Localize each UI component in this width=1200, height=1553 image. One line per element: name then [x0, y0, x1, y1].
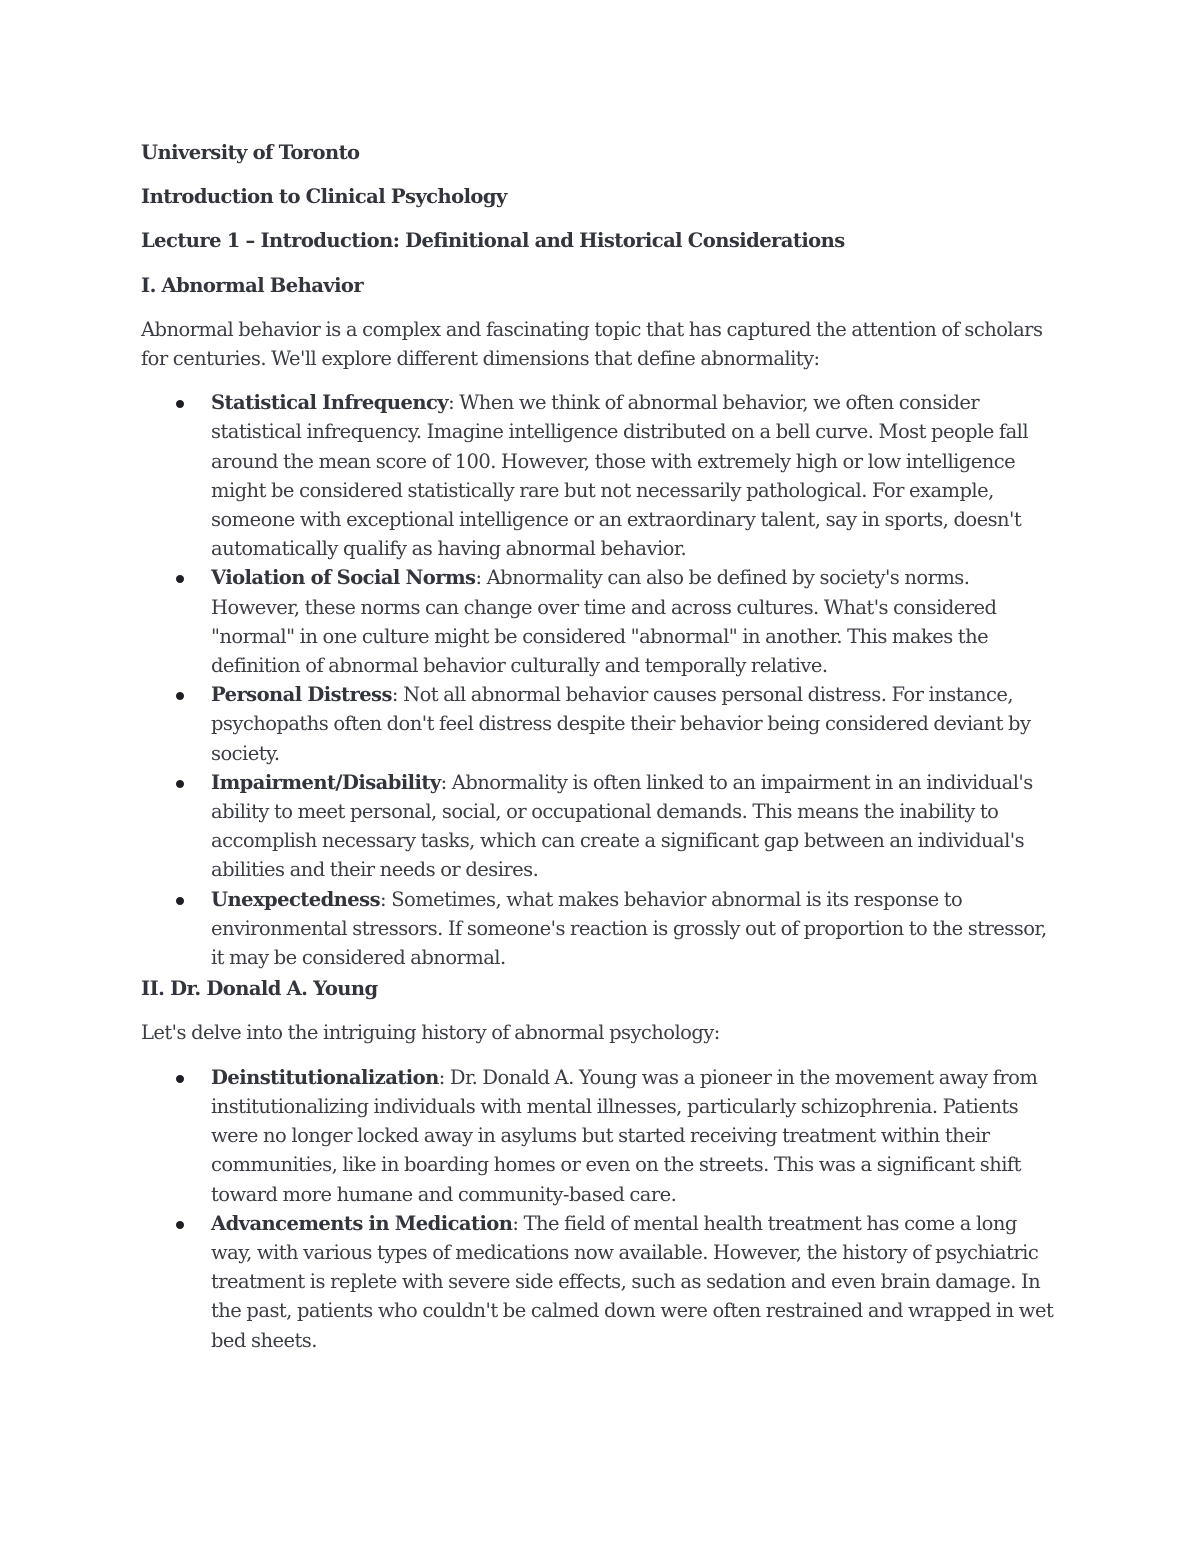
bullet-icon [176, 400, 184, 408]
list-item [141, 1063, 1061, 1209]
list-item-text: : When we think of abnormal behavior, we often consider statistical infrequency. Imagine intelligence distributed on a bell curve. Most people fall around the mean score of 100. However, those with extremely high or low intelligence might be considered statistically rare but not necessarily pathological. For example, someone with exceptional intelligence or an extraordinary talent, say in sports, doesn't automatically qualify as having abnormal behavior. [211, 391, 1029, 561]
bullet-icon [176, 692, 184, 700]
bullet-icon [176, 575, 184, 583]
bullet-icon [176, 897, 184, 905]
bullet-icon [176, 1075, 184, 1083]
list-item-term: Impairment/Disability [211, 770, 441, 794]
list-item-term: Personal Distress [211, 683, 392, 707]
list-item-text: : Not all abnormal behavior causes personal distress. For instance, psychopaths often don't feel distress despite their behavior being considered deviant by society. [211, 683, 1031, 765]
section-intro-abnormal-behavior: Abnormal behavior is a complex and fascinating topic that has captured the attention of scholars for centuries. We'll explore different dimensions that define abnormality: [141, 317, 1043, 371]
list-item-term: Advancements in Medication [211, 1211, 513, 1235]
list-item [141, 1209, 1061, 1355]
list-item-text: : The field of mental health treatment has come a long way, with various types of medications now available. However, the history of psychiatric treatment is replete with severe side effects, such as sedation and even brain damage. In the past, patients who couldn't be calmed down were often restrained and wrapped in wet bed sheets. [211, 1211, 1054, 1352]
history-list [141, 1063, 1061, 1355]
list-item [141, 388, 1061, 563]
list-item-term: Unexpectedness [211, 887, 381, 911]
lecture-title: Lecture 1 – Introduction: Definitional and Historical Considerations [141, 229, 845, 253]
section-heading-donald-young: II. Dr. Donald A. Young [141, 977, 378, 1001]
list-item-text: : Abnormality is often linked to an impairment in an individual's ability to meet personal, social, or occupational demands. This means the inability to accomplish necessary tasks, which can create a significant gap between an individual's abilities and their needs or desires. [211, 770, 1033, 882]
bullet-icon [176, 1221, 184, 1229]
list-item-term: Statistical Infrequency [211, 391, 449, 415]
abnormality-dimensions-list [141, 388, 1061, 972]
university-title: University of Toronto [141, 141, 360, 164]
section-heading-abnormal-behavior: I. Abnormal Behavior [141, 273, 364, 297]
list-item [141, 768, 1061, 885]
list-item [141, 680, 1061, 768]
list-item-term: Deinstitutionalization [211, 1065, 439, 1089]
list-item [141, 563, 1061, 680]
list-item-text: : Dr. Donald A. Young was a pioneer in the movement away from institutionalizing individuals with mental illnesses, particularly schizophrenia. Patients were no longer locked away in asylums but started receiving treatment within their communities, like in boarding homes or even on the streets. This was a significant shift toward more humane and community-based care. [211, 1065, 1038, 1206]
list-item [141, 885, 1061, 973]
course-title: Introduction to Clinical Psychology [141, 185, 507, 209]
section-intro-donald-young: Let's delve into the intriguing history of abnormal psychology: [141, 1021, 720, 1045]
list-item-term: Violation of Social Norms [211, 566, 476, 590]
list-item-text: : Sometimes, what makes behavior abnormal is its response to environmental stressors. If someone's reaction is grossly out of proportion to the stressor, it may be considered abnormal. [211, 887, 1047, 970]
list-item-text: : Abnormality can also be defined by society's norms. However, these norms can change over time and across cultures. What's considered "normal" in one culture might be considered "abnormal" in another. This makes the definition of abnormal behavior culturally and temporally relative. [211, 566, 997, 678]
document-page [141, 138, 1061, 1355]
bullet-icon [176, 780, 184, 788]
